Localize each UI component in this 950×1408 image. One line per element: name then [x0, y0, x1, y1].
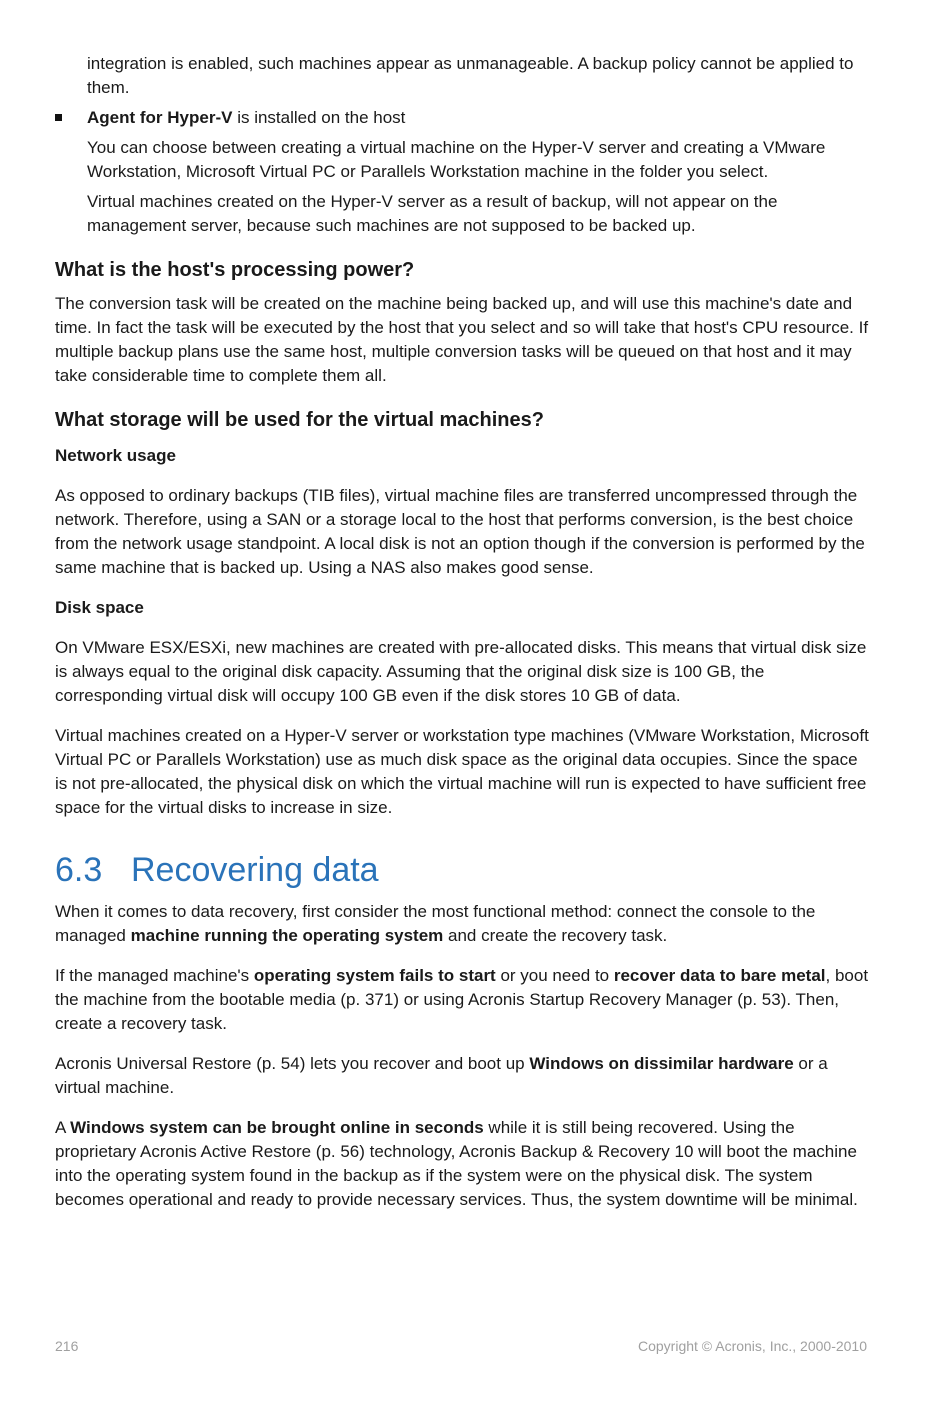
- page-footer: [55, 1338, 867, 1354]
- section-title: [55, 850, 870, 890]
- disk-space-paragraph-2: Virtual machines created on a Hyper-V server or workstation type machines (VMware Workstation, Microsoft Virtual PC or Parallels Workstation) use as much disk space as the original data occupies. Since the space is not pre-allocated, the physical disk on which the virtual machine will run is expected to have sufficient free space for the virtual disks to increase in size.: [55, 726, 869, 817]
- recovery-paragraph-2: [55, 964, 870, 1036]
- disk-space-paragraph-1: On VMware ESX/ESXi, new machines are created with pre-allocated disks. This means that virtual disk size is always equal to the original disk capacity. Assuming that the original disk size is 100 GB, the corresponding virtual disk will occupy 100 GB even if the disk stores 10 GB of data.: [55, 638, 867, 705]
- bold-text: recover data to bare metal: [613, 966, 826, 985]
- bold-text: operating system fails to start: [253, 966, 496, 985]
- network-usage-paragraph: As opposed to ordinary backups (TIB files), virtual machine files are transferred uncompressed through the network. Therefore, using a SAN or a storage local to the host that performs conversion, is the best choice from the network usage standpoint. A local disk is not an option though if the conversion is performed by the same machine that is backed up. Using a NAS also makes good sense.: [55, 486, 865, 577]
- storage-heading: What storage will be used for the virtual machines?: [55, 409, 544, 431]
- text-run: Acronis Universal Restore (p. 54) lets you recover and boot up: [55, 1054, 530, 1073]
- page-number: 216: [55, 1338, 79, 1354]
- section-number: 6.3: [55, 851, 103, 889]
- bullet-bold-text: Agent for Hyper-V: [87, 108, 233, 127]
- copyright-notice: Copyright © Acronis, Inc., 2000-2010: [638, 1338, 867, 1354]
- recovery-paragraph-1: [55, 900, 870, 948]
- list-item: [87, 106, 870, 130]
- bullet-text: [87, 106, 870, 130]
- text-run: while it is still being recovered. Using the proprietary Acronis Active Restore (p. 56) technology, Acronis Backup & Recovery 10 will boot the machine into the operating system found in the backup as if the system were on the physical disk. The system becomes operational and ready to provide necessary services. Thus, the system downtime will be minimal.: [55, 1118, 858, 1209]
- intro-paragraph: integration is enabled, such machines appear as unmanageable. A backup policy cannot be applied to them.: [87, 54, 854, 97]
- bold-text: Windows on dissimilar hardware: [529, 1054, 794, 1073]
- text-run: A: [55, 1118, 71, 1137]
- text-run: , boot the machine from the bootable media (p. 371) or using Acronis Startup Recovery Manager (p. 53). Then, create a recovery task.: [55, 966, 869, 1033]
- hyperv-paragraph: You can choose between creating a virtual machine on the Hyper-V server and creating a VMware Workstation, Microsoft Virtual PC or Parallels Workstation machine in the folder you select.: [87, 138, 826, 181]
- disk-space-heading: Disk space: [55, 598, 144, 617]
- recovery-paragraph-4: [55, 1116, 870, 1212]
- recovery-paragraph-3: [55, 1052, 870, 1100]
- bullet-icon: [55, 114, 62, 121]
- section-title-text: Recovering data: [131, 851, 379, 889]
- processing-heading: What is the host's processing power?: [55, 259, 415, 281]
- bullet-rest-text: is installed on the host: [232, 108, 406, 127]
- text-run: If the managed machine's: [55, 966, 254, 985]
- hyperv-note-paragraph: Virtual machines created on the Hyper-V server as a result of backup, will not appear on the management server, because such machines are not supposed to be backed up.: [87, 192, 778, 235]
- network-usage-heading: Network usage: [55, 446, 176, 465]
- text-run: or you need to: [495, 966, 614, 985]
- document-page: [55, 52, 870, 1212]
- text-run: or a virtual machine.: [55, 1054, 828, 1097]
- text-run: and create the recovery task.: [443, 926, 668, 945]
- bold-text: Windows system can be brought online in seconds: [70, 1118, 484, 1137]
- text-run: When it comes to data recovery, first consider the most functional method: connect the console to the managed: [55, 902, 816, 945]
- processing-paragraph: The conversion task will be created on the machine being backed up, and will use this machine's date and time. In fact the task will be executed by the host that you select and so will take that host's CPU resource. If multiple backup plans use the same host, multiple conversion tasks will be queued on that host and it may take considerable time to complete them all.: [55, 294, 869, 385]
- bold-text: machine running the operating system: [130, 926, 444, 945]
